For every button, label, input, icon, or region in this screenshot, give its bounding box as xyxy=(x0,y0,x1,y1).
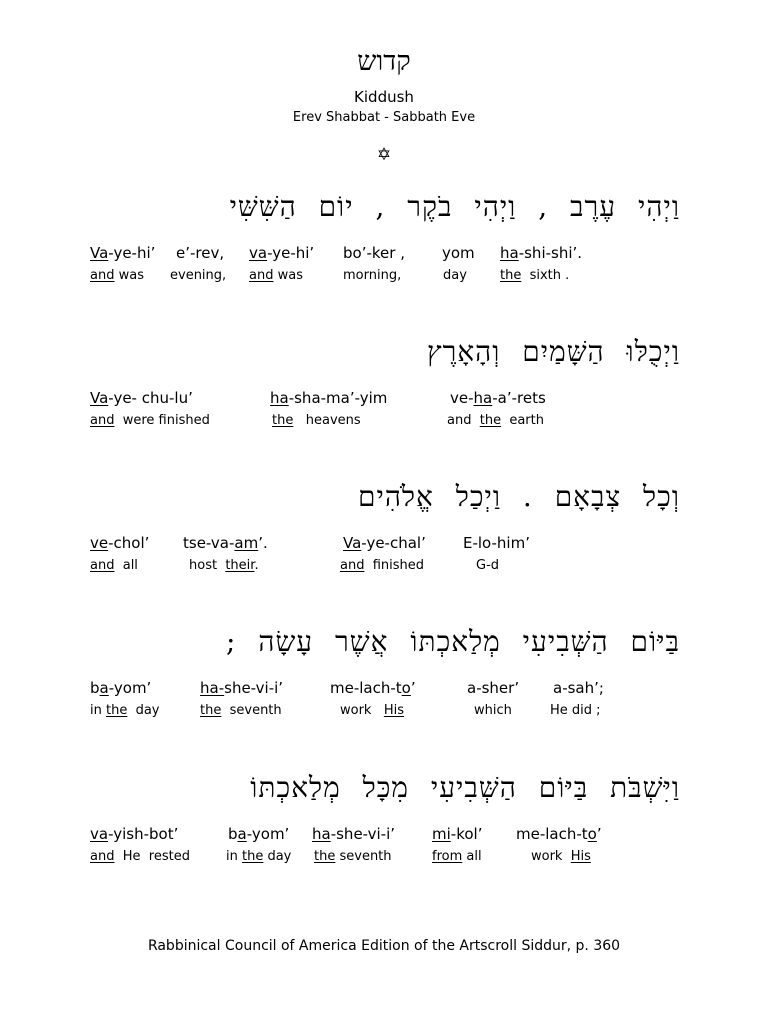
subtitle: Erev Shabbat - Sabbath Eve xyxy=(292,110,476,125)
english-word: and He rested xyxy=(90,849,190,864)
english-word: from all xyxy=(432,849,482,864)
verse-hebrew: וַיְהִי עֶרֶב , וַיְהִי בֹקֶר , יוֹם הַשִּׁשִּׁי xyxy=(229,190,680,223)
verse-3 xyxy=(0,480,768,580)
trans-word: a-sah’; xyxy=(553,679,604,697)
trans-word: yom xyxy=(442,244,475,262)
english-word: work His xyxy=(340,703,405,718)
verse-hebrew: וַיְכֻלּוּ הַשָּׁמַיִם וְהָאָרֶץ xyxy=(426,335,680,368)
english-word: and was xyxy=(249,268,303,283)
trans-word: Va-ye-hi’ xyxy=(90,244,156,262)
title-hebrew: קדוש xyxy=(357,46,411,77)
english-word: in the day xyxy=(226,849,292,864)
verse-5 xyxy=(0,771,768,871)
trans-word: Va-ye-chal’ xyxy=(343,534,426,552)
title-english: Kiddush xyxy=(354,88,414,106)
trans-word: E-lo-him’ xyxy=(463,534,530,552)
verse-hebrew: וַיִּשְׁבֹּת בַּיּוֹם הַשְּׁבִיעִי מִכָּל מְלַאכְתּוֹ xyxy=(250,771,680,804)
trans-word: ha-sha-ma’-yim xyxy=(270,389,388,407)
english-word: morning, xyxy=(343,268,402,283)
english-word: and was xyxy=(90,268,144,283)
verse-1 xyxy=(0,190,768,290)
trans-word: me-lach-to’ xyxy=(516,825,602,843)
trans-word: ha-she-vi-i’ xyxy=(312,825,396,843)
english-word: which xyxy=(474,703,512,718)
trans-word: ba-yom’ xyxy=(228,825,290,843)
verse-4 xyxy=(0,625,768,725)
trans-word: ba-yom’ xyxy=(90,679,152,697)
english-word: work His xyxy=(531,849,591,864)
verse-hebrew: בַּיּוֹם הַשְּׁבִיעִי מְלַאכְתּוֹ אֲשֶׁר עָשָׂה ; xyxy=(226,625,680,658)
trans-word: ve-chol’ xyxy=(90,534,150,552)
trans-word: ha-she-vi-i’ xyxy=(200,679,284,697)
verse-2 xyxy=(0,335,768,435)
trans-word: me-lach-to’ xyxy=(330,679,416,697)
trans-word: a-sher’ xyxy=(467,679,520,697)
english-word: evening, xyxy=(170,268,227,283)
trans-word: tse-va-am’. xyxy=(183,534,268,552)
trans-word: Va-ye- chu-lu’ xyxy=(90,389,193,407)
english-word: the sixth . xyxy=(500,268,570,283)
verse-hebrew: וְכָל צְבָאָם . וַיְכַל אֱלֹהִים xyxy=(358,480,680,513)
trans-word: va-ye-hi’ xyxy=(249,244,315,262)
english-word: the seventh xyxy=(314,849,392,864)
english-word: the seventh xyxy=(200,703,282,718)
english-word: the heavens xyxy=(272,413,361,428)
english-word: host their. xyxy=(189,558,259,573)
english-word: G-d xyxy=(476,558,500,573)
trans-word: va-yish-bot’ xyxy=(90,825,179,843)
english-word: and finished xyxy=(340,558,425,573)
trans-word: bo’-ker , xyxy=(343,244,405,262)
trans-word: ve-ha-a’-rets xyxy=(450,389,546,407)
english-word: and the earth xyxy=(447,413,544,428)
trans-word: e’-rev, xyxy=(176,244,225,262)
english-word: in the day xyxy=(90,703,160,718)
star-of-david-icon: ✡ xyxy=(376,145,392,165)
english-word: and all xyxy=(90,558,138,573)
trans-word: ha-shi-shi’. xyxy=(500,244,583,262)
source-citation: Rabbinical Council of America Edition of the Artscroll Siddur, p. 360 xyxy=(147,938,621,954)
english-word: and were finished xyxy=(90,413,210,428)
english-word: day xyxy=(443,268,467,283)
english-word: He did ; xyxy=(550,703,601,718)
trans-word: mi-kol’ xyxy=(432,825,483,843)
